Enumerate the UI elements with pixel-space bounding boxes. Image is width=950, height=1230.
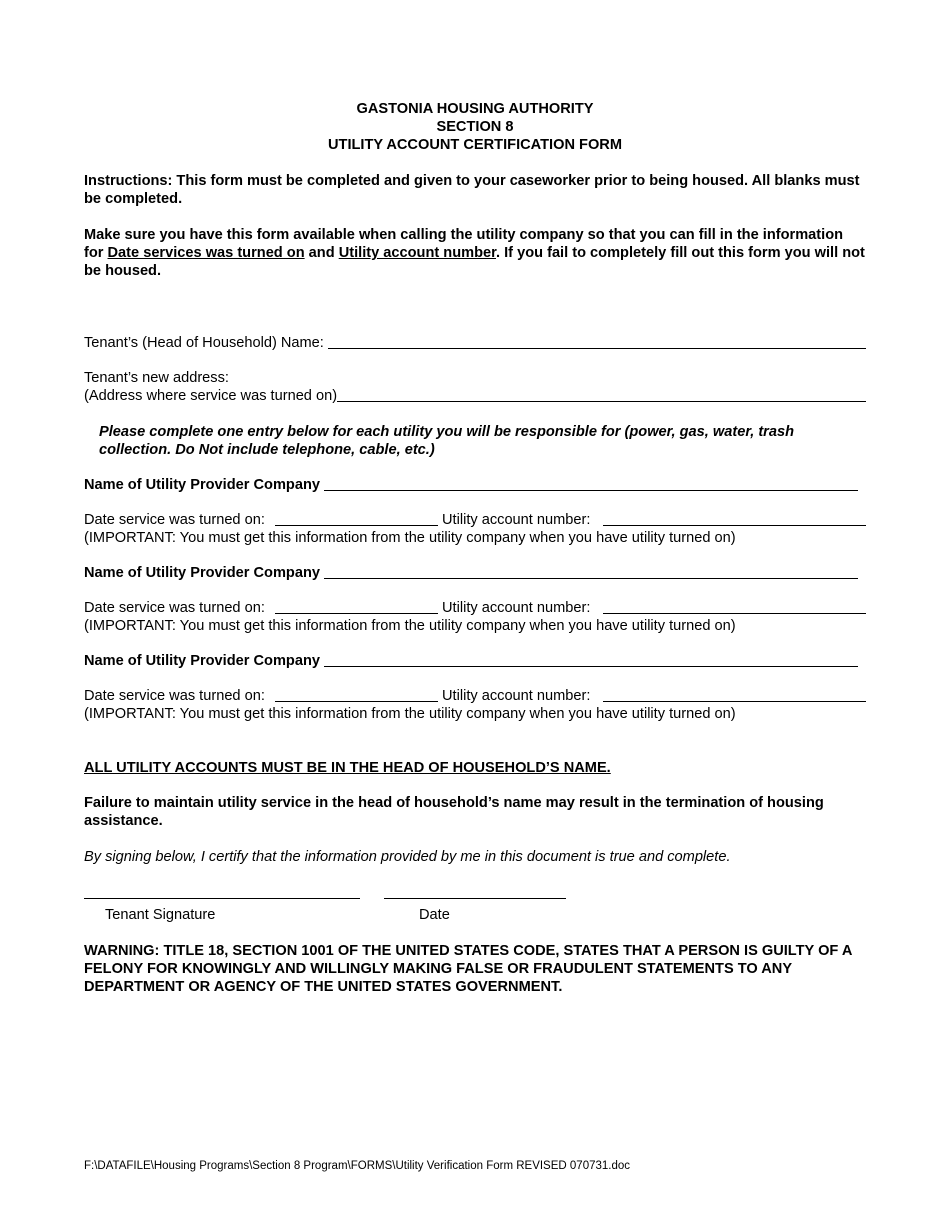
- form-title: UTILITY ACCOUNT CERTIFICATION FORM: [327, 137, 622, 153]
- federal-warning: WARNING: TITLE 18, SECTION 1001 OF THE UNITED STATES CODE, STATES THAT A PERSON IS GUILTY OF A FELONY FOR KNOWINGLY AND WILLINGLY MAKING FALSE OR FRAUDULENT STATEMENTS TO ANY DEPARTMENT OR AGENCY OF THE UNITED STATES GOVERNMENT.: [84, 943, 852, 995]
- utility-entry: [84, 564, 866, 635]
- date-turned-on-label: Date service was turned on:: [84, 512, 269, 528]
- utility-company-field[interactable]: [324, 476, 858, 491]
- signature-date-field[interactable]: [384, 898, 566, 899]
- tenant-name-field[interactable]: [328, 334, 866, 349]
- utility-company-label: Name of Utility Provider Company: [84, 477, 325, 493]
- account-number-field[interactable]: [603, 511, 867, 526]
- instructions-text: Make sure you have this form available when calling the utility company so that you can fill in the information for: [84, 227, 844, 261]
- account-number-emphasis: Utility account number: [338, 245, 496, 261]
- tenant-signature-field[interactable]: [84, 898, 360, 899]
- form-page: [84, 100, 866, 996]
- form-header: [84, 100, 866, 154]
- authority-title: GASTONIA HOUSING AUTHORITY: [356, 101, 594, 117]
- utility-date-account-row: [84, 511, 866, 529]
- utility-company-row: [84, 652, 858, 670]
- utility-company-field[interactable]: [324, 652, 858, 667]
- utility-entry: [84, 476, 866, 547]
- date-turned-on-label: Date service was turned on:: [84, 688, 269, 704]
- file-path-footer: F:\DATAFILE\Housing Programs\Section 8 Program\FORMS\Utility Verification Form REVISED 070731.doc: [84, 1160, 631, 1172]
- instructions-text: . If you fail to completely fill out this form you will not be housed.: [84, 245, 865, 279]
- tenant-name-label: Tenant’s (Head of Household) Name:: [84, 335, 328, 351]
- instructions-paragraph: Instructions: This form must be completed and given to your caseworker prior to being housed. All blanks must be completed.: [84, 173, 860, 207]
- utility-date-account-row: [84, 687, 866, 705]
- section-title: SECTION 8: [436, 119, 514, 135]
- utility-entry: [84, 652, 866, 723]
- important-note: (IMPORTANT: You must get this information from the utility company when you have utility turned on): [84, 530, 736, 546]
- all-accounts-notice: ALL UTILITY ACCOUNTS MUST BE IN THE HEAD OF HOUSEHOLD’S NAME.: [84, 760, 611, 776]
- signature-date-label: Date: [419, 907, 450, 923]
- tenant-name-row: [84, 334, 866, 352]
- utility-date-account-row: [84, 599, 866, 617]
- signature-block: [84, 884, 866, 924]
- account-number-field[interactable]: [603, 687, 867, 702]
- utility-company-label: Name of Utility Provider Company: [84, 565, 325, 581]
- instructions-paragraph-2: [84, 226, 866, 280]
- tenant-address-row: [84, 387, 866, 405]
- tenant-address-sub-label: (Address where service was turned on): [84, 388, 338, 404]
- account-number-field[interactable]: [603, 599, 867, 614]
- account-number-label: Utility account number:: [437, 688, 595, 704]
- date-turned-on-label: Date service was turned on:: [84, 600, 269, 616]
- date-turned-on-field[interactable]: [275, 511, 438, 526]
- tenant-signature-label: Tenant Signature: [105, 907, 216, 923]
- tenant-address-label: Tenant’s new address:: [84, 370, 229, 386]
- utility-company-row: [84, 476, 858, 494]
- important-note: (IMPORTANT: You must get this information from the utility company when you have utility turned on): [84, 706, 736, 722]
- utility-company-row: [84, 564, 858, 582]
- account-number-label: Utility account number:: [437, 600, 595, 616]
- tenant-address-field[interactable]: [337, 387, 866, 402]
- utility-company-label: Name of Utility Provider Company: [84, 653, 325, 669]
- tenant-address-block: [84, 369, 866, 405]
- date-turned-on-field[interactable]: [275, 687, 438, 702]
- account-number-label: Utility account number:: [437, 512, 595, 528]
- failure-notice: Failure to maintain utility service in the head of household’s name may result in the termination of housing assistance.: [84, 795, 824, 829]
- instructions-text: and: [304, 245, 339, 261]
- date-services-emphasis: Date services was turned on: [107, 245, 305, 261]
- utility-company-field[interactable]: [324, 564, 858, 579]
- important-note: (IMPORTANT: You must get this information from the utility company when you have utility turned on): [84, 618, 736, 634]
- date-turned-on-field[interactable]: [275, 599, 438, 614]
- utility-instructions: Please complete one entry below for each utility you will be responsible for (power, gas, water, trash collection. Do Not include telephone, cable, etc.): [99, 424, 795, 458]
- certification-statement: By signing below, I certify that the information provided by me in this document is true and complete.: [84, 849, 731, 865]
